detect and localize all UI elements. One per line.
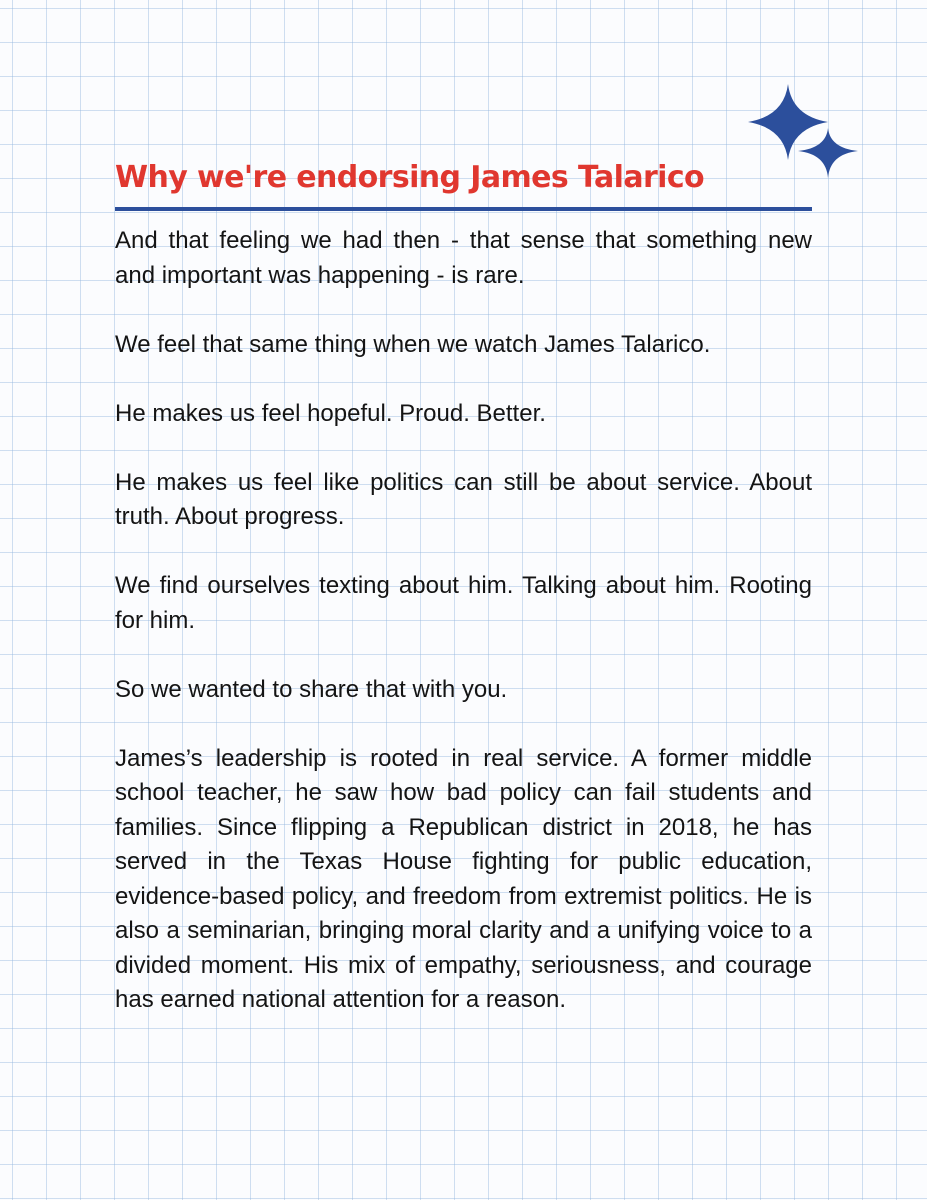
- heading-underline: [115, 207, 812, 211]
- paragraph-4: He makes us feel like politics can still be about service. About truth. About progress.: [115, 468, 812, 530]
- paragraph-7: James’s leadership is rooted in real service. A former middle school teacher, he saw how bad policy can fail students and families. Since flipping a Republican district in 2018, he has served in the Texas House fighting for public education, evidence-based policy, and freedom from extremist politics. He is also a seminarian, bringing moral clarity and a unifying voice to a divided moment. His mix of empathy, seriousness, and courage has earned national attention for a reason.: [115, 744, 812, 1013]
- small-sparkle-icon: [798, 128, 858, 178]
- page-title: Why we're endorsing James Talarico: [115, 160, 705, 195]
- paragraph-5: We find ourselves texting about him. Talking about him. Rooting for him.: [115, 572, 812, 634]
- paragraph-6: So we wanted to share that with you.: [115, 675, 508, 703]
- letter-body: [115, 224, 812, 1052]
- paragraph-2: We feel that same thing when we watch James Talarico.: [115, 330, 711, 358]
- sparkle-icon: [748, 84, 860, 184]
- paragraph-1: And that feeling we had then - that sense that something new and important was happening - is rare.: [115, 227, 812, 289]
- paragraph-3: He makes us feel hopeful. Proud. Better.: [115, 399, 546, 427]
